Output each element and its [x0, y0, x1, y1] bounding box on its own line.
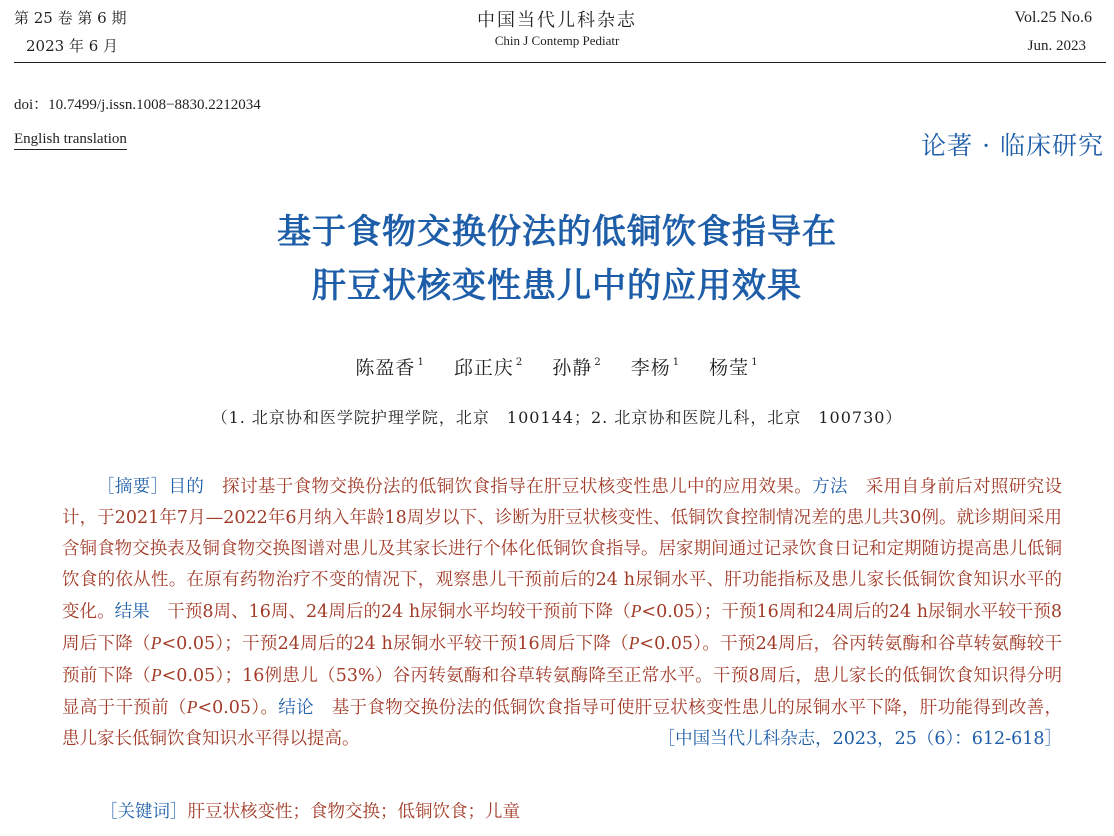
- objective-label: 目的: [168, 477, 205, 497]
- doi[interactable]: doi：10.7499/j.issn.1008−8830.2212034: [14, 97, 261, 113]
- journal-name-en: Chin J Contemp Pediatr: [494, 33, 620, 48]
- results-text: 干预8周、16周、24周后的24 h尿铜水平均较干预前下降（: [149, 602, 631, 622]
- author: 邱正庆 $^2$: [453, 357, 524, 379]
- author: 陈盈香 $^1$: [355, 357, 425, 379]
- publication-date-en: Jun. 2023: [1027, 38, 1086, 54]
- p-symbol: P: [150, 633, 162, 653]
- keywords-text: 肝豆状核变性；食物交换；低铜饮食；儿童: [187, 802, 520, 822]
- journal-name-cn: 中国当代儿科杂志: [477, 10, 637, 31]
- methods-text: 采用自身前后对照研究设计，于2021年7月—2022年6月纳入年龄18周岁以下、诊断为肝豆状核变性、低铜饮食控制情况差的患儿共30例。就诊期间采用含铜食物交换表及铜食物交换图谱对患儿及其家长进行个体化低铜饮食指导。居家期间通过记录饮食日记和定期随访提高患儿低铜饮食的依从性。在原有药物治疗不变的情况下，观察患儿干预前后的24 h尿铜水平、肝功能指标及患儿家长低铜饮食知识水平的变化。: [62, 477, 1063, 622]
- abstract-label: ［摘要］: [97, 477, 169, 497]
- conclusion-label: 结论: [278, 698, 314, 718]
- results-text: <0.05）；干预24周后的24 h尿铜水平较干预16周后下降（: [161, 634, 629, 654]
- author: 李杨 $^1$: [630, 357, 681, 379]
- author: 杨莹 $^1$: [709, 357, 759, 379]
- results-text: <0.05）。: [197, 698, 279, 718]
- volume-issue: 第 25 卷 第 6 期: [14, 9, 127, 27]
- keywords-label: ［关键词］: [100, 802, 188, 822]
- results-text: <0.05）。干预24周后，谷丙转氨酶和谷草转氨酶较干预前下降（: [62, 634, 1062, 686]
- results-text: <0.05）；干预16周和24周后的24 h尿铜水平较干预8周后下降（: [62, 602, 1063, 654]
- conclusion-text: 基于食物交换份法的低铜饮食指导可使肝豆状核变性患儿的尿铜水平下降，肝功能得到改善，患儿家长低铜饮食知识水平得以提高。: [62, 698, 1062, 749]
- objective-text: 探讨基于食物交换份法的低铜饮食指导在肝豆状核变性患儿中的应用效果。: [204, 477, 813, 497]
- volume-issue-en: Vol.25 No.6: [1014, 9, 1092, 26]
- keywords: [100, 798, 520, 823]
- affiliations: （1. 北京协和医学院护理学院，北京 100144；2. 北京协和医院儿科，北京 100730）: [211, 408, 903, 427]
- results-label: 结果: [114, 602, 150, 622]
- methods-label: 方法: [812, 477, 848, 497]
- p-symbol: P: [628, 633, 640, 653]
- p-symbol: P: [186, 697, 198, 717]
- header-rule: [14, 62, 1106, 63]
- p-symbol: P: [150, 665, 162, 685]
- article-title-line2: 肝豆状核变性患儿中的应用效果: [312, 266, 802, 306]
- publication-date-cn: 2023 年 6 月: [26, 37, 119, 55]
- abstract: [62, 472, 1062, 755]
- results-text: <0.05）；16例患儿（53%）谷丙转氨酶和谷草转氨酶降至正常水平。干预8周后，患儿家长的低铜饮食知识得分明显高于干预前（: [62, 666, 1062, 718]
- article-title-line1: 基于食物交换份法的低铜饮食指导在: [277, 212, 837, 252]
- english-translation-link[interactable]: English translation: [14, 131, 127, 150]
- author-list: [0, 353, 1114, 380]
- citation[interactable]: ［中国当代儿科杂志，2023，25（6）：612-618］: [657, 729, 1062, 749]
- author: 孙静 $^2$: [552, 357, 602, 379]
- column-label: 论著 · 临床研究: [921, 131, 1104, 160]
- p-symbol: P: [630, 601, 642, 621]
